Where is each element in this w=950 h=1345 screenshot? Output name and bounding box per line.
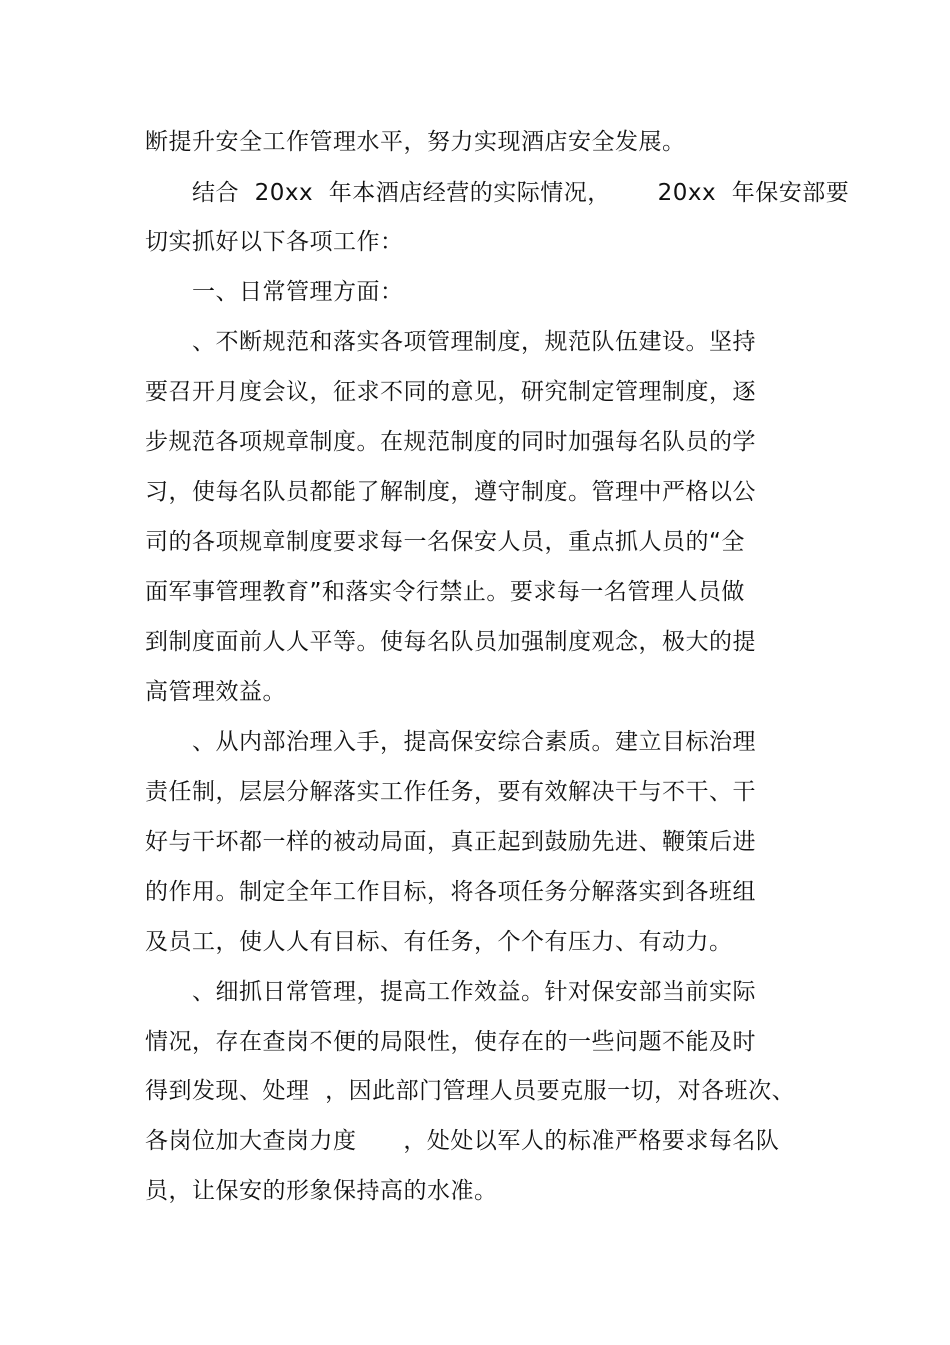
text-line: 步规范各项规章制度。在规范制度的同时加强每名队员的学 bbox=[145, 429, 756, 455]
text-line: 、不断规范和落实各项管理制度，规范队伍建设。坚持 bbox=[192, 329, 756, 355]
text-line: 高管理效益。 bbox=[145, 679, 286, 705]
text-line: 、细抓日常管理，提高工作效益。针对保安部当前实际 bbox=[192, 979, 756, 1005]
text-line: 员，让保安的形象保持高的水准。 bbox=[145, 1178, 498, 1204]
text-line: 司的各项规章制度要求每一名保安人员，重点抓人员的“全 bbox=[145, 529, 745, 555]
text-line: 切实抓好以下各项工作： bbox=[145, 229, 404, 255]
text-line: 、从内部治理入手，提高保安综合素质。建立目标治理 bbox=[192, 729, 756, 755]
text-line: 结合 20xx 年本酒店经营的实际情况， 20xx 年保安部要 bbox=[192, 180, 850, 206]
text-line: 面军事管理教育”和落实令行禁止。要求每一名管理人员做 bbox=[145, 579, 745, 605]
text-line: 情况，存在查岗不便的局限性，使存在的一些问题不能及时 bbox=[145, 1029, 756, 1055]
text-line: 好与干坏都一样的被动局面，真正起到鼓励先进、鞭策后进 bbox=[145, 829, 756, 855]
text-line: 的作用。制定全年工作目标，将各项任务分解落实到各班组 bbox=[145, 879, 756, 905]
text-line: 各岗位加大查岗力度 ，处处以军人的标准严格要求每名队 bbox=[145, 1128, 780, 1154]
text-line: 要召开月度会议，征求不同的意见，研究制定管理制度，逐 bbox=[145, 379, 756, 405]
text-line: 得到发现、处理 ，因此部门管理人员要克服一切，对各班次、 bbox=[145, 1078, 796, 1104]
section-heading: 一、日常管理方面： bbox=[192, 279, 404, 305]
text-line: 责任制，层层分解落实工作任务，要有效解决干与不干、干 bbox=[145, 779, 756, 805]
text-line: 断提升安全工作管理水平，努力实现酒店安全发展。 bbox=[145, 129, 686, 155]
text-line: 习，使每名队员都能了解制度，遵守制度。管理中严格以公 bbox=[145, 479, 756, 505]
text-line: 到制度面前人人平等。使每名队员加强制度观念，极大的提 bbox=[145, 629, 756, 655]
text-line: 及员工，使人人有目标、有任务，个个有压力、有动力。 bbox=[145, 929, 733, 955]
